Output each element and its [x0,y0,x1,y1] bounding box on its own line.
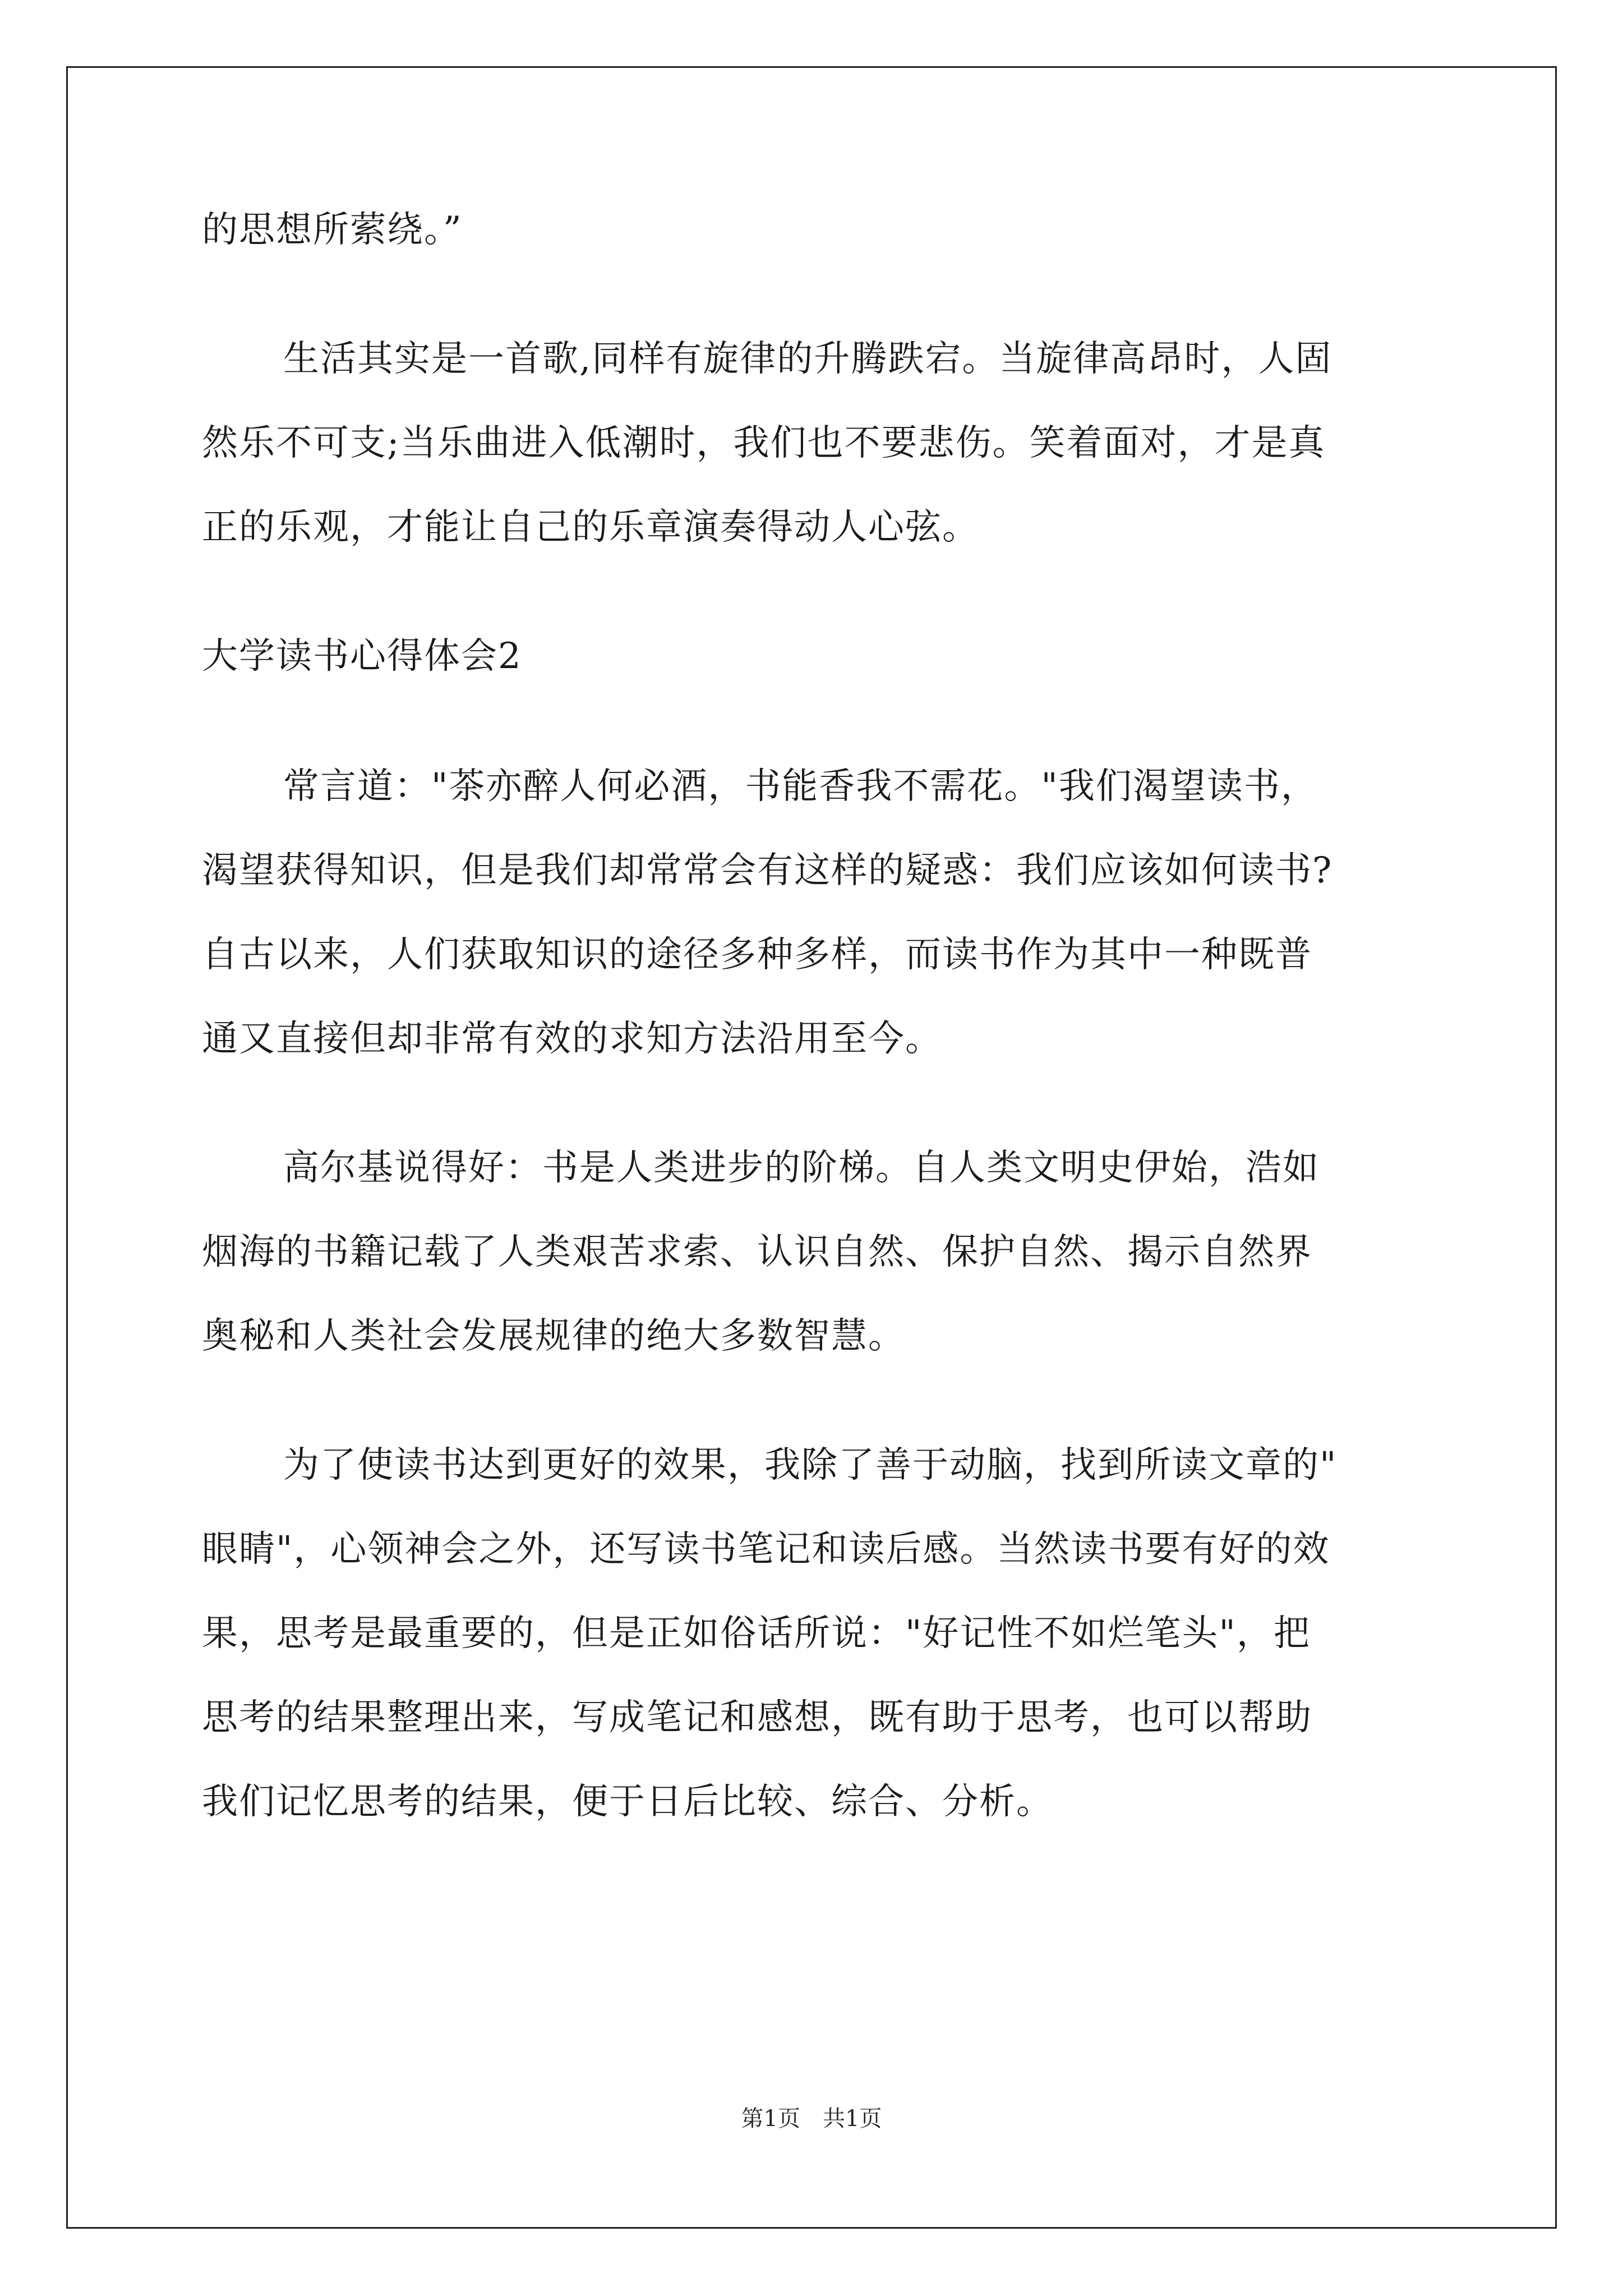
text-line-7: 渴望获得知识，但是我们却常常会有这样的疑惑：我们应该如何读书? [202,850,1333,891]
text-line-6: 常言道："茶亦醉人何必酒，书能香我不需花。"我们渴望读书， [283,766,1318,807]
text-line-12: 奥秘和人类社会发展规律的绝大多数智慧。 [202,1315,905,1357]
text-line-17: 我们记忆思考的结果，便于日后比较、综合、分析。 [202,1781,1053,1823]
page-footer: 第1页 共1页 [741,2106,882,2132]
text-line-4: 正的乐观，才能让自己的乐章演奏得动人心弦。 [202,507,979,548]
text-line-15: 果，思考是最重要的，但是正如俗话所说："好记性不如烂笔头"，把 [202,1613,1311,1654]
text-line-8: 自古以来，人们获取知识的途径多种多样，而读书作为其中一种既普 [202,934,1312,976]
text-line-14: 眼睛"，心领神会之外，还写读书笔记和读后感。当然读书要有好的效 [202,1529,1330,1570]
text-line-11: 烟海的书籍记载了人类艰苦求索、认识自然、保护自然、揭示自然界 [202,1231,1312,1273]
text-line-16: 思考的结果整理出来，写成笔记和感想，既有助于思考，也可以帮助 [202,1697,1312,1738]
text-line-13: 为了使读书达到更好的效果，我除了善于动脑，找到所读文章的" [283,1444,1338,1486]
text-line-10: 高尔基说得好：书是人类进步的阶梯。自人类文明史伊始，浩如 [283,1147,1320,1189]
section-heading: 大学读书心得体会2 [202,636,522,677]
text-line-3: 然乐不可支;当乐曲进入低潮时，我们也不要悲伤。笑着面对，才是真 [202,422,1326,464]
text-line-2: 生活其实是一首歌,同样有旋律的升腾跌宕。当旋律高昂时，人固 [283,338,1332,380]
text-line-1: 的思想所萦绕。” [202,209,463,251]
text-line-9: 通又直接但却非常有效的求知方法沿用至今。 [202,1018,942,1060]
